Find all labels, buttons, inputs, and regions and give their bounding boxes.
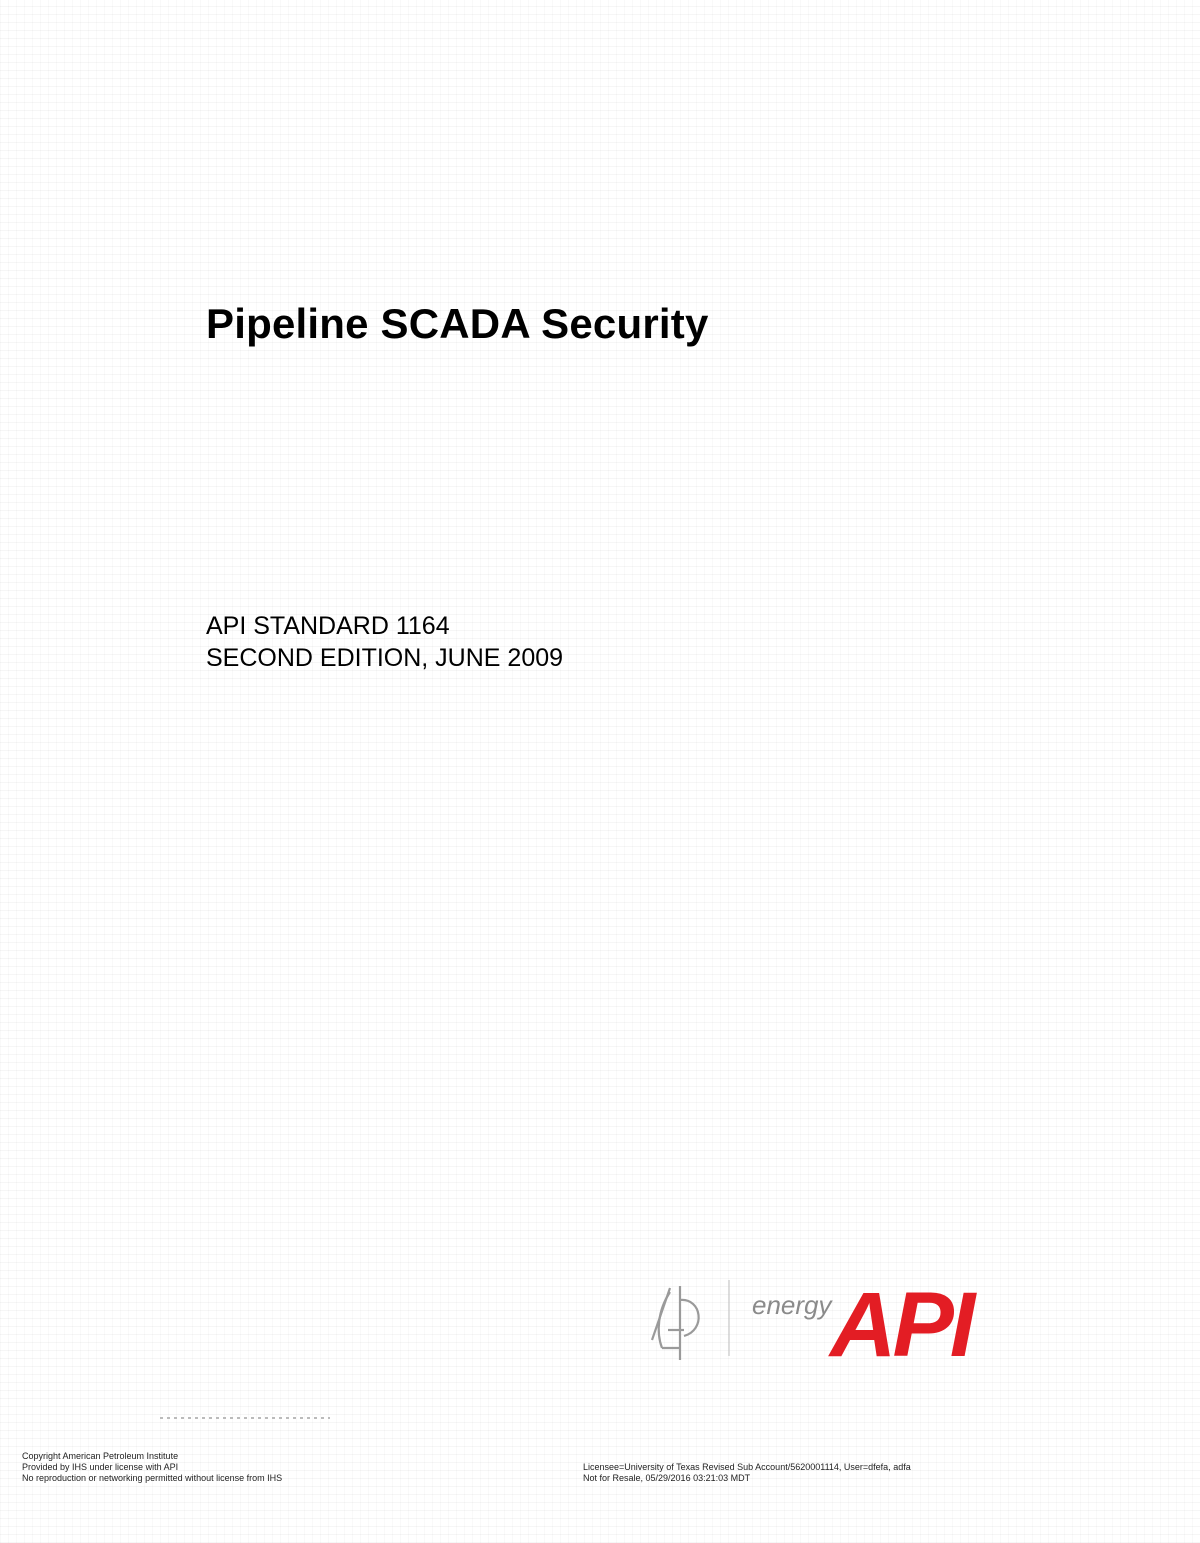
document-designation (206, 610, 563, 674)
reproduction-line: No reproduction or networking permitted without license from IHS (22, 1473, 283, 1483)
license-notice (583, 1462, 911, 1484)
logo-brand: API (830, 1274, 972, 1365)
api-energy-logo (640, 1270, 1000, 1365)
provider-line: Provided by IHS under license with API (22, 1462, 179, 1472)
resale-line: Not for Resale, 05/29/2016 03:21:03 MDT (583, 1473, 751, 1483)
edition-date: SECOND EDITION, JUNE 2009 (206, 644, 564, 672)
logo-tagline: energy (752, 1290, 832, 1320)
licensee-line: Licensee=University of Texas Revised Sub Account/5620001114, User=dfefa, adfa (583, 1462, 911, 1472)
scan-artifact-line (160, 1417, 330, 1419)
api-seal-icon (652, 1286, 699, 1360)
api-wordmark (828, 1274, 978, 1365)
copyright-line: Copyright American Petroleum Institute (22, 1451, 179, 1461)
copyright-notice (22, 1451, 282, 1484)
standard-number: API STANDARD 1164 (206, 612, 450, 640)
document-title: Pipeline SCADA Security (206, 300, 709, 347)
